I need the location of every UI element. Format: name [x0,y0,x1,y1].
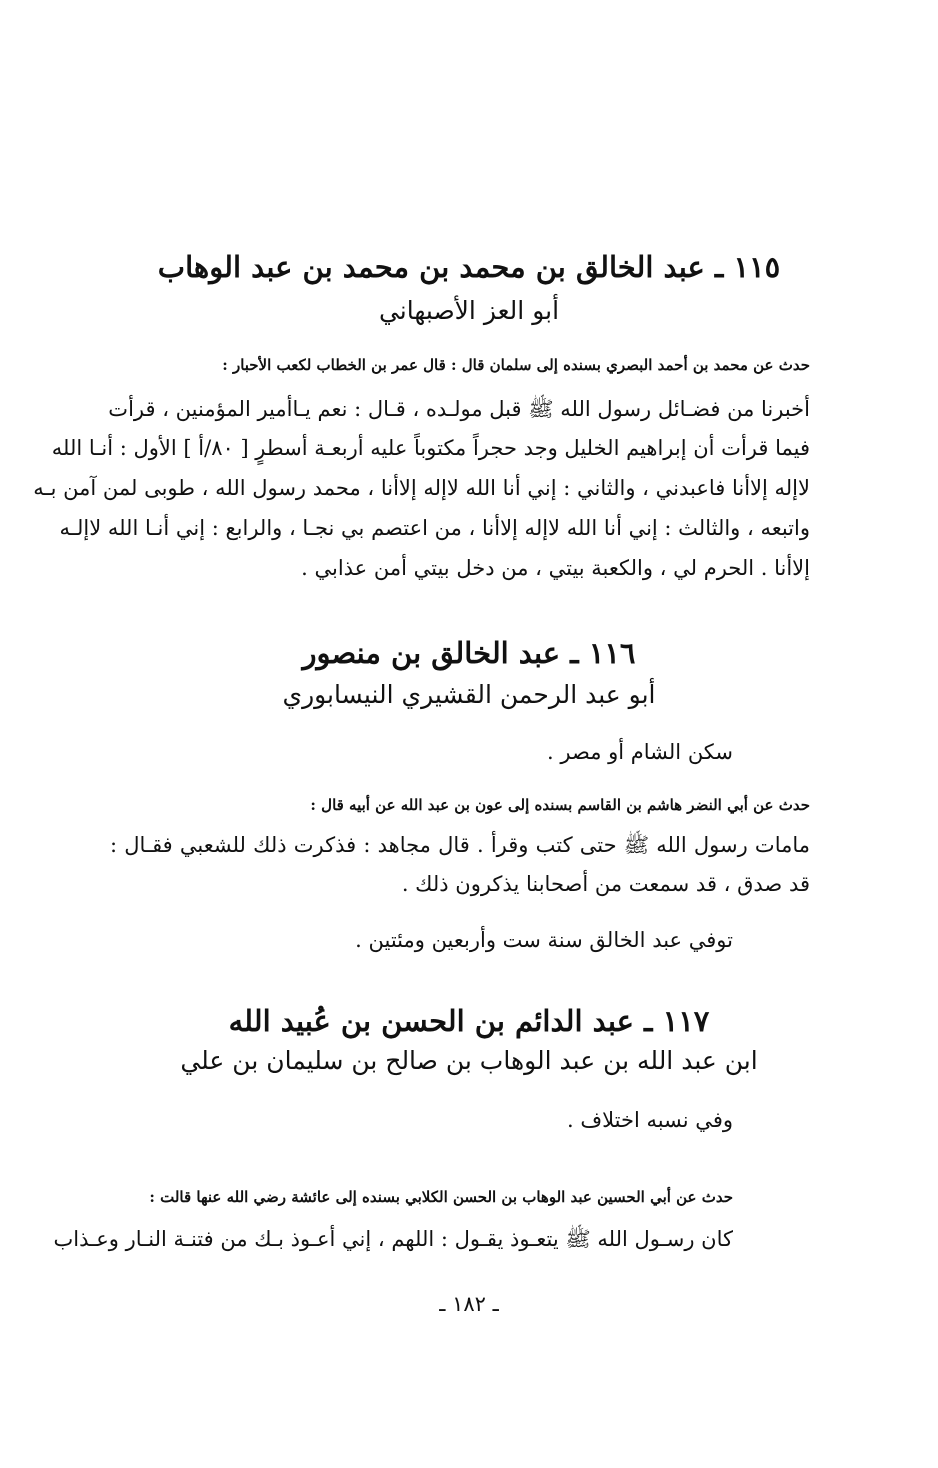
text-line: أخبرنا من فضـائل رسول الله ﷺ قبل مولـده ، قـال : نعم يـاأمير المؤمنين ، قرأت [108,397,810,421]
entry-subtitle: أبو عبد الرحمن القشيري النيسابوري [282,680,656,709]
note-line: وفي نسبه اختلاف . [566,1108,733,1132]
entry-title: ١١٧ ـ عبد الدائم بن الحسن بن عُبيد الله [228,1004,710,1038]
text-line: واتبعه ، والثالث : إني أنا الله لاإله إلاأنا ، من اعتصم بي نجـا ، والرابع : إني أنـا الله لاإلـه [59,516,810,540]
entry-title: ١١٦ ـ عبد الخالق بن منصور [302,636,636,670]
text-line: فيما قرأت أن إبراهيم الخليل وجد حجراً مكتوباً عليه أربعـة أسطرٍ [ ٨٠/أ ] الأول : أنـا الله [51,436,810,460]
entry-title: ١١٥ ـ عبد الخالق بن محمد بن محمد بن عبد الوهاب [157,250,781,284]
entry-subtitle: ابن عبد الله بن عبد الوهاب بن صالح بن سليمان بن علي [180,1046,758,1075]
isnad-line: حدث عن أبي الحسين عبد الوهاب بن الحسن الكلابي بسنده إلى عائشة رضي الله عنها قالت : [149,1188,733,1206]
page-number: ـ ١٨٢ ـ [439,1292,499,1316]
text-line: مامات رسول الله ﷺ حتى كتب وقرأ . قال مجاهد : فذكرت ذلك للشعبي فقـال : [110,833,810,857]
isnad-line: حدث عن محمد بن أحمد البصري بسنده إلى سلمان قال : قال عمر بن الخطاب لكعب الأحبار : [222,356,810,374]
isnad-line: حدث عن أبي النضر هاشم بن القاسم بسنده إلى عون بن عبد الله عن أبيه قال : [310,796,810,814]
text-line: قد صدق ، قد سمعت من أصحابنا يذكرون ذلك . [401,872,810,896]
text-line: لاإله إلاأنا فاعبدني ، والثاني : إني أنا الله لاإله إلاأنا ، محمد رسول الله ، طوبى لمن آمن بـه [33,476,810,500]
text-line: كان رسـول الله ﷺ يتعـوذ يقـول : اللهم ، إني أعـوذ بـك من فتنـة النـار وعـذاب [53,1227,733,1251]
text-line: إلاأنا . الحرم لي ، والكعبة بيتي ، من دخل بيتي أمن عذابي . [301,556,810,580]
death-note: توفي عبد الخالق سنة ست وأربعين ومئتين . [355,928,733,952]
entry-subtitle: أبو العز الأصبهاني [378,296,560,325]
note-line: سكن الشام أو مصر . [547,740,733,764]
